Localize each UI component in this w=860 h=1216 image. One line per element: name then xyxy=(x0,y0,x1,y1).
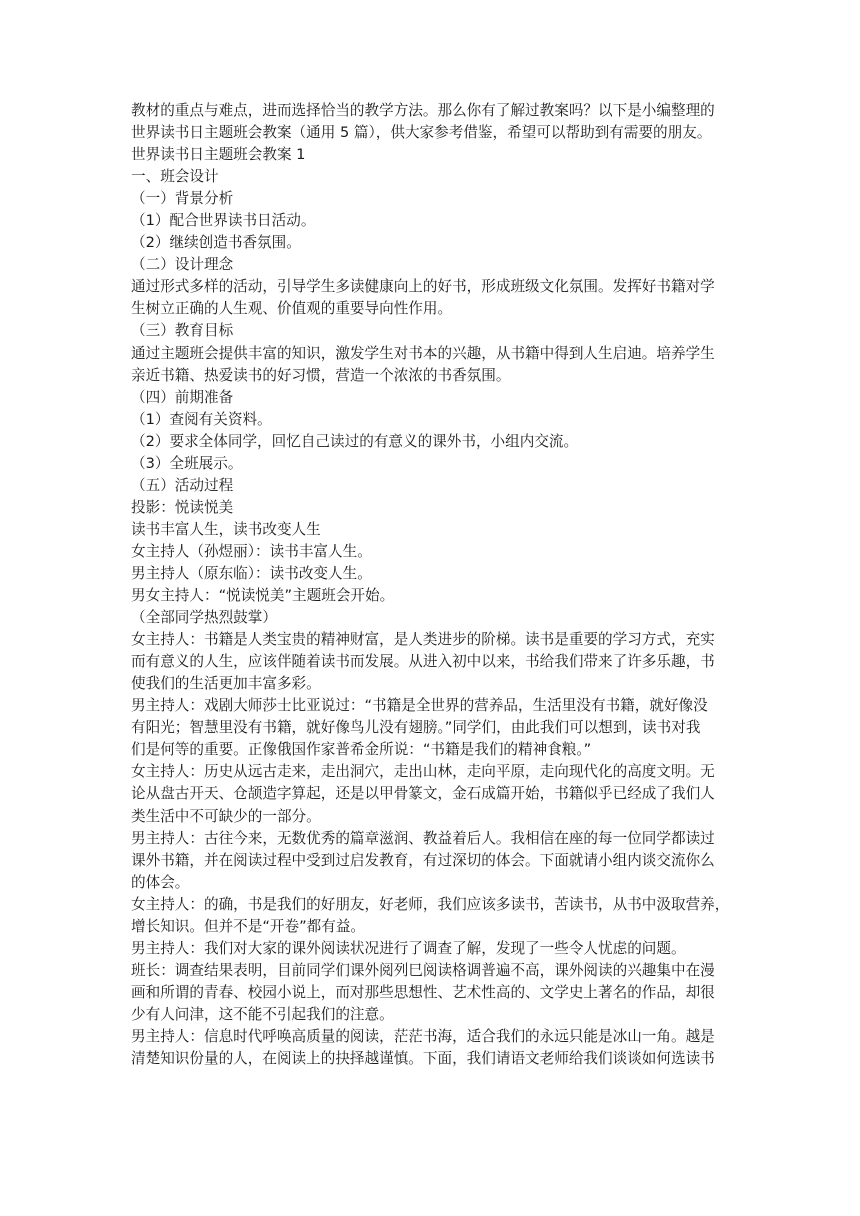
dialogue-line: 女主持人（孙煜丽）：读书丰富人生。 xyxy=(131,542,372,560)
dialogue-line: 有阳光；智慧里没有书籍，就好像鸟儿没有翅膀。”同学们，由此我们可以想到，读书对我 xyxy=(131,719,701,737)
section-title: 世界读书日主题班会教案 1 xyxy=(131,146,306,164)
list-item: （1）查阅有关资料。 xyxy=(131,410,272,428)
text-line: 生树立正确的人生观、价值观的重要导向性作用。 xyxy=(131,300,453,318)
dialogue-line: 男主持人：信息时代呼唤高质量的阅读，茫茫书海，适合我们的永远只能是冰山一角。越是 xyxy=(131,1027,715,1045)
text-line: 通过形式多样的活动，引导学生多读健康向上的好书，形成班级文化氛围。发挥好书籍对学 xyxy=(131,278,715,296)
dialogue-line: 女主持人：书籍是人类宝贵的精神财富，是人类进步的阶梯。读书是重要的学习方式，充实 xyxy=(131,631,715,649)
dialogue-line: 的体会。 xyxy=(131,873,190,891)
subheading: （一）背景分析 xyxy=(131,190,234,208)
document-body xyxy=(131,100,731,1070)
list-item: （2）继续创造书香氛围。 xyxy=(131,234,301,252)
dialogue-line: 们是何等的重要。正像俄国作家普希金所说：“书籍是我们的精神食粮。” xyxy=(131,741,592,759)
dialogue-line: 使我们的生活更加丰富多彩。 xyxy=(131,675,321,693)
dialogue-line: 论从盘古开天、仓颉造字算起，还是以甲骨篆文，金石成篇开始，书籍似乎已经成了我们人 xyxy=(131,785,715,803)
stage-direction: （全部同学热烈鼓掌） xyxy=(131,609,277,627)
dialogue-line: 女主持人：历史从远古走来，走出洞穴，走出山林，走向平原，走向现代化的高度文明。无 xyxy=(131,763,715,781)
text-line: 读书丰富人生，读书改变人生 xyxy=(131,520,321,538)
subheading: （二）设计理念 xyxy=(131,256,234,274)
subheading: （四）前期准备 xyxy=(131,388,234,406)
subheading: （五）活动过程 xyxy=(131,476,234,494)
dialogue-line: 增长知识。但并不是“开卷”都有益。 xyxy=(131,917,366,935)
dialogue-line: 而有意义的人生，应该伴随着读书而发展。从进入初中以来，书给我们带来了许多乐趣，书 xyxy=(131,653,715,671)
text-line: 世界读书日主题班会教案（通用 5 篇），供大家参考借鉴，希望可以帮助到有需要的朋友。 xyxy=(131,124,712,142)
dialogue-line: 类生活中不可缺少的一部分。 xyxy=(131,807,321,825)
dialogue-line: 班长：调查结果表明，目前同学们课外阅列巳阅读格调普遍不高，课外阅读的兴趣集中在漫 xyxy=(131,961,715,979)
dialogue-line: 课外书籍，并在阅读过程中受到过启发教育，有过深切的体会。下面就请小组内谈交流你么 xyxy=(131,851,715,869)
dialogue-line: 清楚知识份量的人，在阅读上的抉择越谨慎。下面，我们请语文老师给我们谈谈如何选读书 xyxy=(131,1050,715,1068)
list-item: （2）要求全体同学，回忆自己读过的有意义的课外书，小组内交流。 xyxy=(131,432,579,450)
list-item: （3）全班展示。 xyxy=(131,454,243,472)
dialogue-line: 男主持人：戏剧大师莎士比亚说过：“书籍是全世界的营养品，生活里没有书籍，就好像没 xyxy=(131,697,708,715)
dialogue-line: 男女主持人：“悦读悦美”主题班会开始。 xyxy=(131,587,395,605)
list-item: （1）配合世界读书日活动。 xyxy=(131,212,316,230)
dialogue-line: 少有人问津，这不能不引起我们的注意。 xyxy=(131,1005,394,1023)
heading: 一、班会设计 xyxy=(131,168,219,186)
text-line: 教材的重点与难点，进而选择恰当的教学方法。那么你有了解过教案吗？以下是小编整理的 xyxy=(131,102,715,119)
text-line: 亲近书籍、热爱读书的好习惯，营造一个浓浓的书香氛围。 xyxy=(131,366,511,384)
dialogue-line: 男主持人（原东临）：读书改变人生。 xyxy=(131,564,372,582)
subheading: （三）教育目标 xyxy=(131,322,234,340)
dialogue-line: 男主持人：古往今来，无数优秀的篇章滋润、教益着后人。我相信在座的每一位同学都读过 xyxy=(131,829,715,847)
dialogue-line: 画和所谓的青春、校园小说上，而对那些思想性、艺术性高的、文学史上著名的作品，却很 xyxy=(131,983,715,1001)
dialogue-line: 女主持人：的确，书是我们的好朋友，好老师，我们应该多读书，苦读书，从书中汲取营养， xyxy=(131,895,730,913)
text-line: 投影：悦读悦美 xyxy=(131,498,234,516)
text-line: 通过主题班会提供丰富的知识，激发学生对书本的兴趣，从书籍中得到人生启迪。培养学生 xyxy=(131,344,715,362)
dialogue-line: 男主持人：我们对大家的课外阅读状况进行了调查了解，发现了一些令人忧虑的问题。 xyxy=(131,939,686,957)
